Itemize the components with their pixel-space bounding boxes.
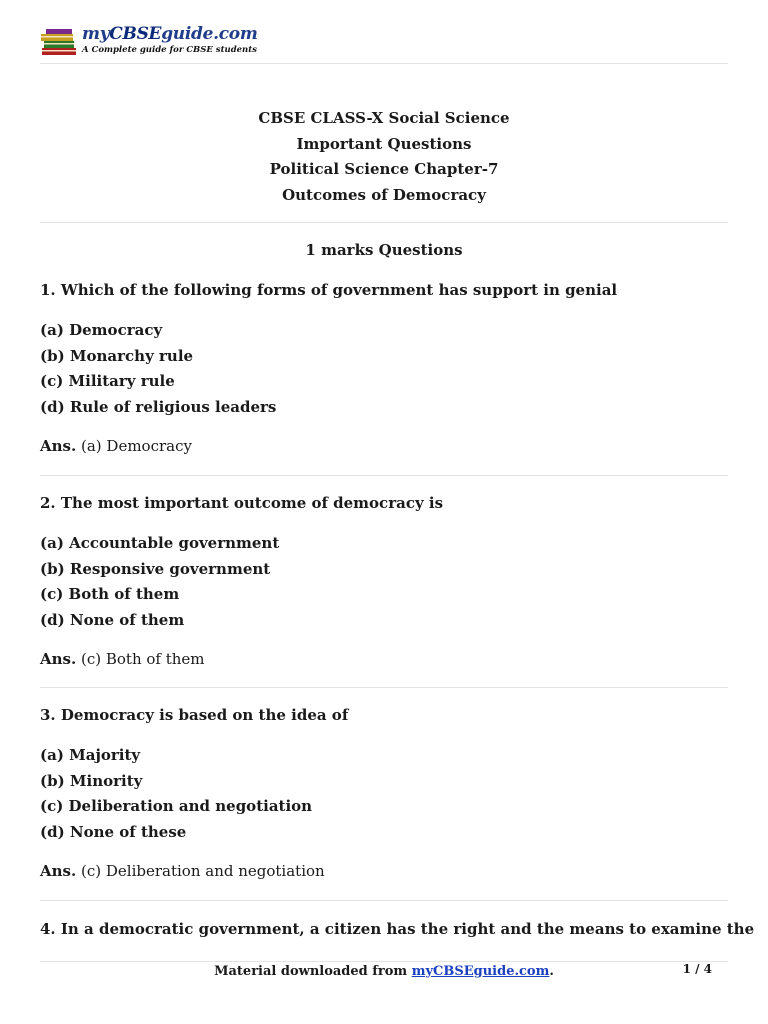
footer-prefix: Material downloaded from [214, 964, 412, 979]
title-line: Outcomes of Democracy [282, 185, 486, 204]
title-line: Important Questions [296, 134, 472, 153]
footer-text [0, 962, 768, 982]
footer-link[interactable]: myCBSEguide.com [411, 964, 550, 979]
option-c: (c) Military rule [40, 372, 175, 390]
option-b: (b) Monarchy rule [40, 346, 194, 365]
logo-text [82, 24, 258, 55]
answer-label: Ans. [40, 862, 77, 880]
question-stem: 3. Democracy is based on the idea of [40, 706, 349, 724]
question-1 [40, 278, 728, 458]
title-line: CBSE CLASS-X Social Science [258, 109, 510, 127]
options-list [40, 743, 728, 845]
logo-brand: CBSE [109, 24, 162, 44]
section-divider [40, 222, 728, 223]
options-list [40, 318, 728, 420]
question-stem: 2. The most important outcome of democracy is [40, 494, 444, 512]
question-3 [40, 703, 728, 883]
header-divider [40, 63, 728, 64]
answer [40, 647, 728, 671]
question-divider [40, 687, 728, 688]
logo-suffix: guide.com [161, 24, 258, 44]
answer [40, 434, 728, 458]
question-4 [40, 917, 755, 941]
option-a: (a) Accountable government [40, 534, 280, 552]
question-divider [40, 475, 728, 476]
option-b: (b) Responsive government [40, 559, 271, 578]
books-icon [40, 28, 80, 58]
answer [40, 859, 728, 883]
option-d: (d) None of them [40, 610, 185, 629]
footer-suffix: . [549, 964, 554, 979]
option-d: (d) Rule of religious leaders [40, 397, 277, 416]
logo-title [82, 24, 258, 44]
answer-label: Ans. [40, 437, 77, 455]
option-c: (c) Both of them [40, 585, 180, 603]
question-stem: 4. In a democratic government, a citizen has the right and the means to examine the [40, 920, 755, 938]
question-2 [40, 491, 728, 671]
option-a: (a) Democracy [40, 321, 163, 339]
logo-prefix: my [82, 24, 110, 44]
page-number: 1 / 4 [682, 962, 712, 976]
question-stem: 1. Which of the following forms of government has support in genial [40, 281, 618, 299]
answer-text: (c) Deliberation and negotiation [81, 862, 325, 880]
title-line: Political Science Chapter-7 [269, 160, 499, 178]
document-title [0, 106, 768, 208]
answer-label: Ans. [40, 650, 77, 668]
logo-tagline: A Complete guide for CBSE students [82, 45, 257, 55]
option-d: (d) None of these [40, 822, 187, 841]
answer-text: (a) Democracy [81, 437, 192, 455]
page-footer [0, 962, 768, 982]
answer-text: (c) Both of them [81, 650, 205, 668]
option-a: (a) Majority [40, 746, 141, 764]
section-heading: 1 marks Questions [305, 241, 463, 259]
option-b: (b) Minority [40, 771, 143, 790]
option-c: (c) Deliberation and negotiation [40, 797, 313, 815]
site-logo[interactable] [40, 24, 260, 60]
question-divider [40, 900, 728, 901]
options-list [40, 531, 728, 633]
